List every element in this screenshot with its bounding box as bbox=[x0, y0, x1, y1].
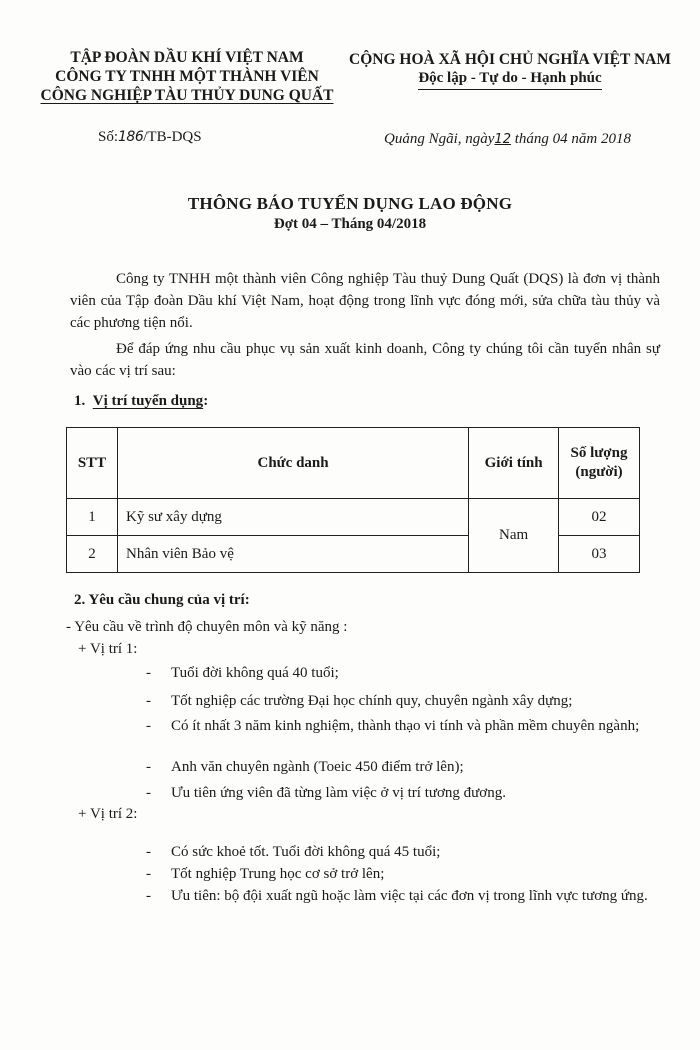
header-title: Chức danh bbox=[117, 428, 468, 499]
cell-title: Nhân viên Bảo vệ bbox=[117, 536, 468, 573]
org-line-2: CÔNG TY TNHH MỘT THÀNH VIÊN bbox=[55, 68, 319, 85]
section-1-label: Vị trí tuyển dụng bbox=[92, 393, 204, 409]
nation-title: CỘNG HOÀ XÃ HỘI CHỦ NGHĨA VIỆT NAM bbox=[349, 51, 671, 68]
list-item: - Tuổi đời không quá 40 tuổi; bbox=[146, 665, 339, 681]
list-item: - Ưu tiên ứng viên đã từng làm việc ở vị trí tương đương. bbox=[146, 785, 506, 801]
section-1-colon: : bbox=[203, 393, 209, 409]
position-1-label: + Vị trí 1: bbox=[78, 641, 138, 657]
document-subtitle: Đợt 04 – Tháng 04/2018 bbox=[273, 216, 427, 232]
org-line-1: TẬP ĐOÀN DẦU KHÍ VIỆT NAM bbox=[70, 49, 304, 66]
header-gender: Giới tính bbox=[469, 428, 559, 499]
doc-no-prefix: Số: bbox=[98, 129, 119, 145]
section-2-heading: 2. Yêu cầu chung của vị trí: bbox=[74, 592, 250, 608]
list-item: - Tốt nghiệp các trường Đại học chính quy, chuyên ngành xây dựng; bbox=[146, 693, 573, 709]
header-stt: STT bbox=[67, 428, 118, 499]
org-line-3: CÔNG NGHIỆP TÀU THỦY DUNG QUẤT bbox=[40, 87, 334, 104]
intro-paragraph-2: Để đáp ứng nhu cầu phục vụ sản xuất kinh doanh, Công ty chúng tôi cần tuyển nhân sự vào các vị trí sau: bbox=[70, 341, 660, 379]
cell-gender: Nam bbox=[469, 499, 559, 573]
cell-title: Kỹ sư xây dựng bbox=[117, 499, 468, 536]
date-day-handwritten: 12 bbox=[494, 132, 511, 147]
document-number bbox=[98, 129, 202, 146]
requirements-intro: - Yêu cầu về trình độ chuyên môn và kỹ năng : bbox=[66, 619, 348, 635]
date-line bbox=[384, 131, 631, 148]
header-quantity: Số lượng (người) bbox=[559, 428, 640, 499]
list-item: - Ưu tiên: bộ đội xuất ngũ hoặc làm việc tại các đơn vị trong lĩnh vực tương ứng. bbox=[146, 888, 648, 904]
section-1-heading bbox=[74, 393, 208, 410]
list-item: - Có ít nhất 3 năm kinh nghiệm, thành thạo vi tính và phần mềm chuyên ngành; bbox=[146, 718, 640, 734]
list-item: - Tốt nghiệp Trung học cơ sở trở lên; bbox=[146, 866, 385, 882]
organization-header bbox=[32, 48, 342, 105]
cell-stt: 2 bbox=[67, 536, 118, 573]
date-prefix: Quảng Ngãi, ngày bbox=[384, 131, 495, 147]
table-header-row bbox=[67, 428, 640, 499]
table-row bbox=[67, 499, 640, 536]
date-suffix: tháng 04 năm 2018 bbox=[514, 131, 631, 147]
national-header bbox=[345, 50, 675, 90]
cell-stt: 1 bbox=[67, 499, 118, 536]
document-title: THÔNG BÁO TUYỂN DỤNG LAO ĐỘNG bbox=[187, 194, 513, 213]
cell-quantity: 02 bbox=[559, 499, 640, 536]
doc-no-suffix: /TB-DQS bbox=[143, 129, 202, 145]
intro-paragraph-1: Công ty TNHH một thành viên Công nghiệp Tàu thuỷ Dung Quất (DQS) là đơn vị thành viên của Tập đoàn Dầu khí Việt Nam, hoạt động trong lĩnh vực đóng mới, sửa chữa tàu thủy và các phương tiện nổi. bbox=[70, 271, 660, 331]
doc-no-handwritten: 186 bbox=[118, 129, 144, 145]
national-motto: Độc lập - Tự do - Hạnh phúc bbox=[418, 69, 601, 90]
list-item: - Anh văn chuyên ngành (Toeic 450 điểm trở lên); bbox=[146, 759, 464, 775]
positions-table bbox=[66, 427, 640, 573]
position-2-label: + Vị trí 2: bbox=[78, 806, 138, 822]
section-1-number: 1. bbox=[74, 393, 86, 409]
list-item: - Có sức khoẻ tốt. Tuổi đời không quá 45 tuổi; bbox=[146, 844, 441, 860]
cell-quantity: 03 bbox=[559, 536, 640, 573]
